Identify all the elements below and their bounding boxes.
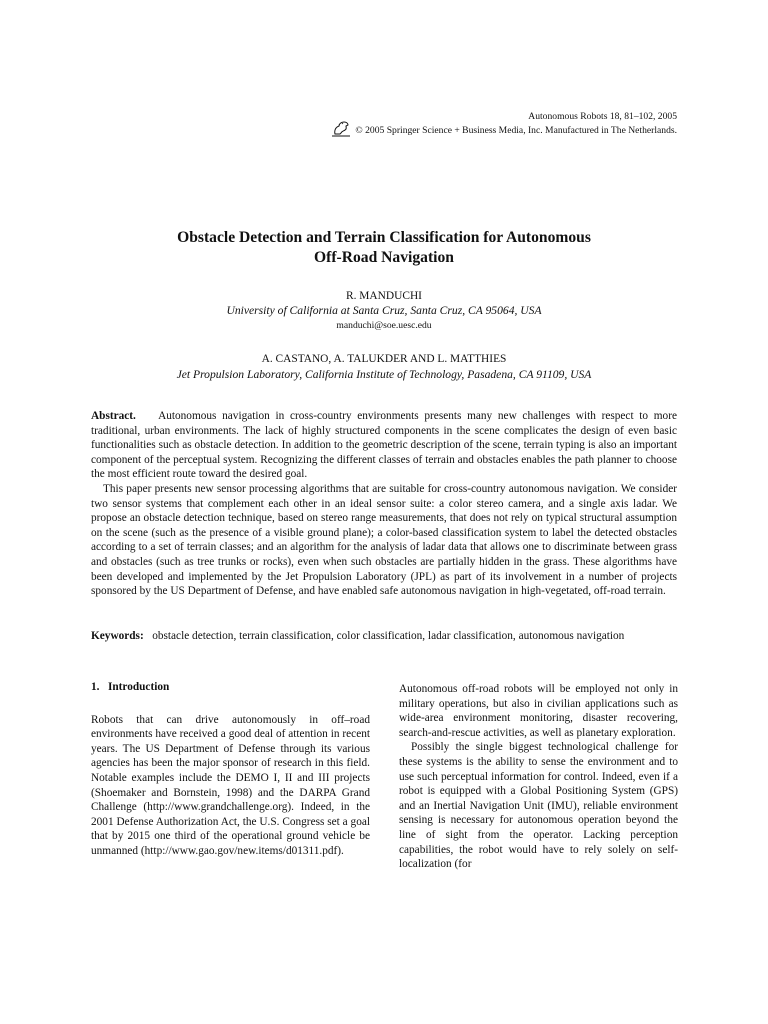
copyright-text: © 2005 Springer Science + Business Media, Inc. Manufactured in The Netherlands.	[355, 125, 677, 136]
intro-paragraph-3: Possibly the single biggest technological challenge for these systems is the ability to sense the environment and to use such perceptual information for control. Indeed, even if a robot is equipped with a Global Positioning System (GPS) and an Inertial Navigation Unit (IMU), reliable environment sensing is necessary for autonomous operation beyond the line of sight from the operator. Lacking perception capabilities, the robot would have to rely solely on self-localization (for	[399, 741, 678, 871]
section-title: Introduction	[107, 681, 170, 693]
copyright-line	[331, 124, 677, 138]
section-number: 1.	[91, 681, 100, 693]
abstract	[91, 409, 677, 599]
abstract-paragraph-2: This paper presents new sensor processing algorithms that are suitable for cross-country autonomous navigation. We consider two sensor systems that complement each other in an ideal sensor suite: a color stereo camera, and a single axis ladar. We propose an obstacle detection technique, based on stereo range measurements, that does not rely on typical structural assumption on the scene (such as the presence of a visible ground plane); a color-based classification system to label the detected obstacles according to a set of terrain classes; and an algorithm for the analysis of ladar data that allows one to discriminate between grass and obstacles (such as tree trunks or rocks), even when such obstacles are partially hidden in the grass. These algorithms have been developed and implemented by the Jet Propulsion Laboratory (JPL) as part of its involvement in a number of projects sponsored by the US Department of Defense, and have enabled safe autonomous navigation in high-vegetated, off-road terrain.	[91, 482, 677, 598]
journal-citation: Autonomous Robots 18, 81–102, 2005	[528, 111, 677, 122]
intro-paragraph-2: Autonomous off-road robots will be employed not only in military operations, but also in civilian applications such as wide-area environment monitoring, disaster recovering, search-and-rescue activities, as well as planetary exploration.	[399, 683, 678, 739]
title-line-1: Obstacle Detection and Terrain Classification for Autonomous	[177, 229, 591, 246]
keywords	[91, 629, 677, 644]
intro-paragraph-1: Robots that can drive autonomously in off–road environments have received a good deal of attention in recent years. The US Department of Defense through its various agencies has been the major sponsor of research in this field. Notable examples include the DEMO I, II and III projects (Shoemaker and Bornstein, 1998) and the DARPA Grand Challenge (http://www.grandchallenge.org). Indeed, in the 2001 Defense Authorization Act, the U.S. Congress set a goal that by 2015 one third of the operational ground vehicle be unmanned (http://www.gao.gov/new.items/d01311.pdf).	[91, 713, 370, 857]
springer-horse-icon	[331, 119, 351, 137]
right-column	[399, 682, 678, 872]
paper-title	[0, 228, 768, 268]
author-1-affiliation: University of California at Santa Cruz, Santa Cruz, CA 95064, USA	[226, 304, 542, 317]
authors-2-names: A. CASTANO, A. TALUKDER AND L. MATTHIES	[261, 353, 507, 365]
author-1-name: R. MANDUCHI	[346, 290, 422, 302]
keywords-label: Keywords:	[91, 630, 144, 642]
left-column	[91, 680, 370, 859]
journal-header	[331, 110, 677, 138]
keywords-text: obstacle detection, terrain classification, color classification, ladar classification, autonomous navigation	[152, 630, 625, 642]
title-line-2: Off-Road Navigation	[314, 249, 454, 266]
abstract-label: Abstract.	[91, 410, 136, 422]
author-1-email: manduchi@soe.uesc.edu	[336, 320, 432, 331]
section-heading	[91, 680, 370, 695]
abstract-text-1: Autonomous navigation in cross-country environments presents many new challenges with respect to more traditional, urban environments. The lack of highly structured components in the scene complicates the design of even basic functionalities such as obstacle detection. In addition to the geometric description of the scene, terrain typing is also an important component of the perceptual system. Recognizing the different classes of terrain and obstacles enables the path planner to choose the most efficient route toward the desired goal.	[91, 410, 677, 481]
authors-2-affiliation: Jet Propulsion Laboratory, California Institute of Technology, Pasadena, CA 91109, USA	[176, 368, 592, 381]
abstract-paragraph-1	[91, 409, 677, 482]
